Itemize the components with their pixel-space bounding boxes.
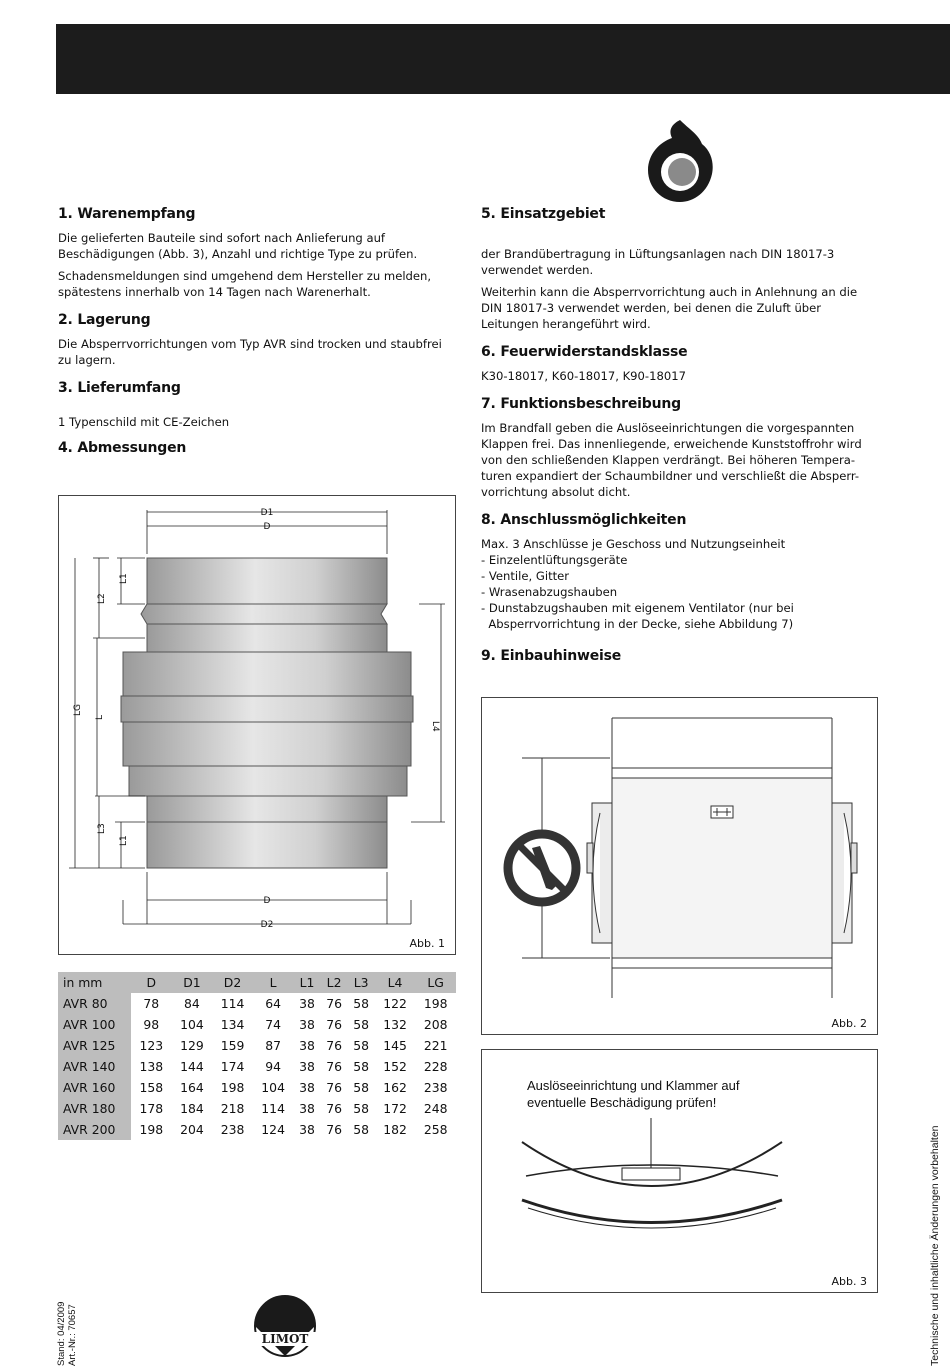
table-cell: 174 xyxy=(220,1059,245,1074)
table-row xyxy=(58,1119,456,1140)
table-cell: 76 xyxy=(326,1080,342,1095)
table-cell: 58 xyxy=(353,1038,370,1053)
table-cell: 238 xyxy=(220,1122,245,1137)
paragraph: 1 Typenschild mit CE-Zeichen xyxy=(58,415,230,429)
table-cell: 238 xyxy=(423,1080,448,1095)
table-cell: 159 xyxy=(220,1038,245,1053)
header-bar xyxy=(56,24,950,94)
row-header: AVR 140 xyxy=(58,1056,131,1077)
dim-label-l2: L2 xyxy=(97,593,107,604)
table-cell: 58 xyxy=(353,1059,370,1074)
table-cell: 184 xyxy=(180,1101,204,1116)
list-item: Absperrvorrichtung in der Decke, siehe Abbildung 7) xyxy=(481,617,794,631)
left-column xyxy=(58,206,458,464)
paragraph: K30-18017, K60-18017, K90-18017 xyxy=(481,369,687,383)
table-cell: 172 xyxy=(383,1101,407,1116)
section-title-lieferumfang: 3. Lieferumfang xyxy=(58,380,181,396)
table-cell: 98 xyxy=(143,1017,160,1032)
table-row xyxy=(58,1098,456,1119)
limot-logo-icon xyxy=(252,1290,318,1358)
table-cell: 78 xyxy=(143,996,160,1011)
dim-label-d1: D1 xyxy=(260,508,274,518)
table-row xyxy=(58,1056,456,1077)
table-cell: 204 xyxy=(180,1122,204,1137)
paragraph: Max. 3 Anschlüsse je Geschoss und Nutzungseinheit xyxy=(481,537,786,551)
dim-label-l4: L4 xyxy=(430,721,440,732)
table-cell: 94 xyxy=(265,1059,282,1074)
table-cell: 58 xyxy=(353,1101,370,1116)
list-item: - Dunstabzugshauben mit eigenem Ventilator (nur bei xyxy=(481,601,794,615)
table-cell: 164 xyxy=(180,1080,204,1095)
table-cell: 122 xyxy=(383,996,407,1011)
table-cell: 76 xyxy=(326,1101,342,1116)
table-cell: 114 xyxy=(220,996,245,1011)
section-title-einsatzgebiet: 5. Einsatzgebiet xyxy=(481,206,606,222)
column-header: D xyxy=(131,972,172,993)
dimensions-table xyxy=(58,972,456,1140)
dim-label-d2: D2 xyxy=(260,920,274,930)
section-title-einbauhinweise: 9. Einbauhinweise xyxy=(481,648,622,664)
table-cell: 152 xyxy=(383,1059,407,1074)
dim-label-l1: L1 xyxy=(119,573,129,584)
article-number: Art.-Nr.: 70657 xyxy=(67,1304,78,1366)
table-cell: 58 xyxy=(353,1122,370,1137)
installation-drawing xyxy=(482,698,877,1034)
table-cell: 76 xyxy=(326,1017,342,1032)
figure-caption: Abb. 1 xyxy=(409,937,445,950)
paragraph: Schadensmeldungen sind umgehend dem Hersteller zu melden, spätestens innerhalb von 14 Tagen nach Warenerhalt. xyxy=(58,269,432,299)
table-cell: 132 xyxy=(383,1017,407,1032)
dim-label-l: L xyxy=(95,714,105,720)
table-cell: 124 xyxy=(261,1122,285,1137)
table-cell: 87 xyxy=(265,1038,282,1053)
damper-dimension-drawing xyxy=(59,496,455,954)
column-header: L3 xyxy=(348,972,375,993)
column-header: L4 xyxy=(375,972,416,993)
table-row xyxy=(58,1014,456,1035)
dim-label-d: D xyxy=(263,896,271,906)
table-cell: 38 xyxy=(299,1080,315,1095)
inspection-note xyxy=(527,1077,739,1111)
column-header: LG xyxy=(415,972,456,993)
document-meta xyxy=(56,1302,78,1366)
section-title-feuerwiderstandsklasse: 6. Feuerwiderstandsklasse xyxy=(481,344,688,360)
row-header: AVR 100 xyxy=(58,1014,131,1035)
column-header: D1 xyxy=(172,972,213,993)
table-cell: 162 xyxy=(383,1080,407,1095)
table-cell: 38 xyxy=(299,996,315,1011)
paragraph: Die Absperrvorrichtungen vom Typ AVR sind trocken und staubfrei zu lagern. xyxy=(58,337,442,367)
table-cell: 76 xyxy=(326,1059,342,1074)
table-row xyxy=(58,1077,456,1098)
table-cell: 76 xyxy=(326,1122,342,1137)
figure-caption: Abb. 2 xyxy=(831,1017,867,1030)
logo-text: LIMOT xyxy=(261,1332,309,1346)
table-cell: 76 xyxy=(326,996,342,1011)
dim-label-l1: L1 xyxy=(119,835,129,846)
table-cell: 58 xyxy=(353,1017,370,1032)
table-cell: 258 xyxy=(423,1122,448,1137)
table-cell: 64 xyxy=(265,996,282,1011)
section-title-warenempfang: 1. Warenempfang xyxy=(58,206,196,222)
right-column xyxy=(481,206,881,672)
section-title-lagerung: 2. Lagerung xyxy=(58,312,151,328)
table-cell: 84 xyxy=(184,996,200,1011)
table-cell: 38 xyxy=(299,1122,315,1137)
table-cell: 218 xyxy=(220,1101,245,1116)
column-header: in mm xyxy=(58,972,131,993)
row-header: AVR 80 xyxy=(58,993,131,1014)
table-row xyxy=(58,993,456,1014)
row-header: AVR 160 xyxy=(58,1077,131,1098)
list-item: - Einzelentlüftungsgeräte xyxy=(481,553,628,567)
table-cell: 76 xyxy=(326,1038,342,1053)
table-cell: 58 xyxy=(353,1080,370,1095)
table-cell: 123 xyxy=(139,1038,164,1053)
connection-list xyxy=(481,552,881,632)
table-cell: 38 xyxy=(299,1017,315,1032)
column-header: D2 xyxy=(212,972,253,993)
table-cell: 104 xyxy=(261,1080,285,1095)
table-cell: 158 xyxy=(139,1080,164,1095)
table-cell: 182 xyxy=(383,1122,407,1137)
figure-abb1 xyxy=(58,495,456,955)
table-cell: 134 xyxy=(220,1017,245,1032)
table-cell: 178 xyxy=(139,1101,164,1116)
table-cell: 114 xyxy=(261,1101,285,1116)
table-cell: 198 xyxy=(139,1122,164,1137)
table-cell: 198 xyxy=(220,1080,245,1095)
dim-label-d: D xyxy=(263,522,271,532)
column-header: L xyxy=(253,972,294,993)
column-header: L2 xyxy=(321,972,348,993)
section-title-funktionsbeschreibung: 7. Funktionsbeschreibung xyxy=(481,396,681,412)
dim-label-lg: LG xyxy=(73,704,83,716)
table-cell: 104 xyxy=(180,1017,204,1032)
table-cell: 198 xyxy=(423,996,448,1011)
list-item: - Ventile, Gitter xyxy=(481,569,570,583)
no-screw-icon xyxy=(508,834,576,902)
row-header: AVR 125 xyxy=(58,1035,131,1056)
row-header: AVR 180 xyxy=(58,1098,131,1119)
figure-abb3 xyxy=(481,1049,878,1293)
paragraph: der Brandübertragung in Lüftungsanlagen nach DIN 18017-3 verwendet werden. xyxy=(481,247,835,277)
dim-label-l3: L3 xyxy=(97,823,107,834)
figure-abb2 xyxy=(481,697,878,1035)
paragraph: Im Brandfall geben die Auslöseeinrichtungen die vorgespannten Klappen frei. Das innenliegende, erweichende Kunststoffrohr wird von den schließenden Klappen verdrängt. Bei höheren Tempera- turen expandiert der Schaumbildner und verschließt die Absperr- vorrichtung absolut dicht. xyxy=(481,421,862,499)
disclaimer-side-note: Technische und inhaltliche Änderungen vorbehalten xyxy=(929,1125,941,1366)
note-line: Auslöseeinrichtung und Klammer auf xyxy=(527,1078,740,1093)
table-header-row xyxy=(58,972,456,993)
column-header: L1 xyxy=(293,972,320,993)
table-cell: 144 xyxy=(180,1059,204,1074)
table-row xyxy=(58,1035,456,1056)
row-header: AVR 200 xyxy=(58,1119,131,1140)
section-title-anschlussmoeglichkeiten: 8. Anschlussmöglichkeiten xyxy=(481,512,687,528)
table-cell: 221 xyxy=(423,1038,448,1053)
table-cell: 228 xyxy=(423,1059,448,1074)
table-cell: 248 xyxy=(423,1101,448,1116)
figure-caption: Abb. 3 xyxy=(831,1275,867,1288)
table-cell: 208 xyxy=(423,1017,448,1032)
note-line: eventuelle Beschädigung prüfen! xyxy=(527,1095,717,1110)
table-cell: 74 xyxy=(265,1017,282,1032)
paragraph: Die gelieferten Bauteile sind sofort nach Anlieferung auf Beschädigungen (Abb. 3), Anzahl und richtige Type zu prüfen. xyxy=(58,231,418,261)
table-cell: 129 xyxy=(180,1038,204,1053)
paragraph: Weiterhin kann die Absperrvorrichtung auch in Anlehnung an die DIN 18017-3 verwendet werden, bei denen die Zuluft über Leitungen herangeführt wird. xyxy=(481,285,858,331)
table-cell: 145 xyxy=(383,1038,407,1053)
table-cell: 38 xyxy=(299,1059,315,1074)
stand-date: Stand: 04/2009 xyxy=(56,1301,67,1366)
section-title-abmessungen: 4. Abmessungen xyxy=(58,440,187,456)
table-cell: 138 xyxy=(139,1059,164,1074)
flame-logo-icon xyxy=(646,120,714,202)
list-item: - Wrasenabzugshauben xyxy=(481,585,618,599)
table-cell: 38 xyxy=(299,1101,315,1116)
table-cell: 38 xyxy=(299,1038,315,1053)
table-cell: 58 xyxy=(353,996,370,1011)
